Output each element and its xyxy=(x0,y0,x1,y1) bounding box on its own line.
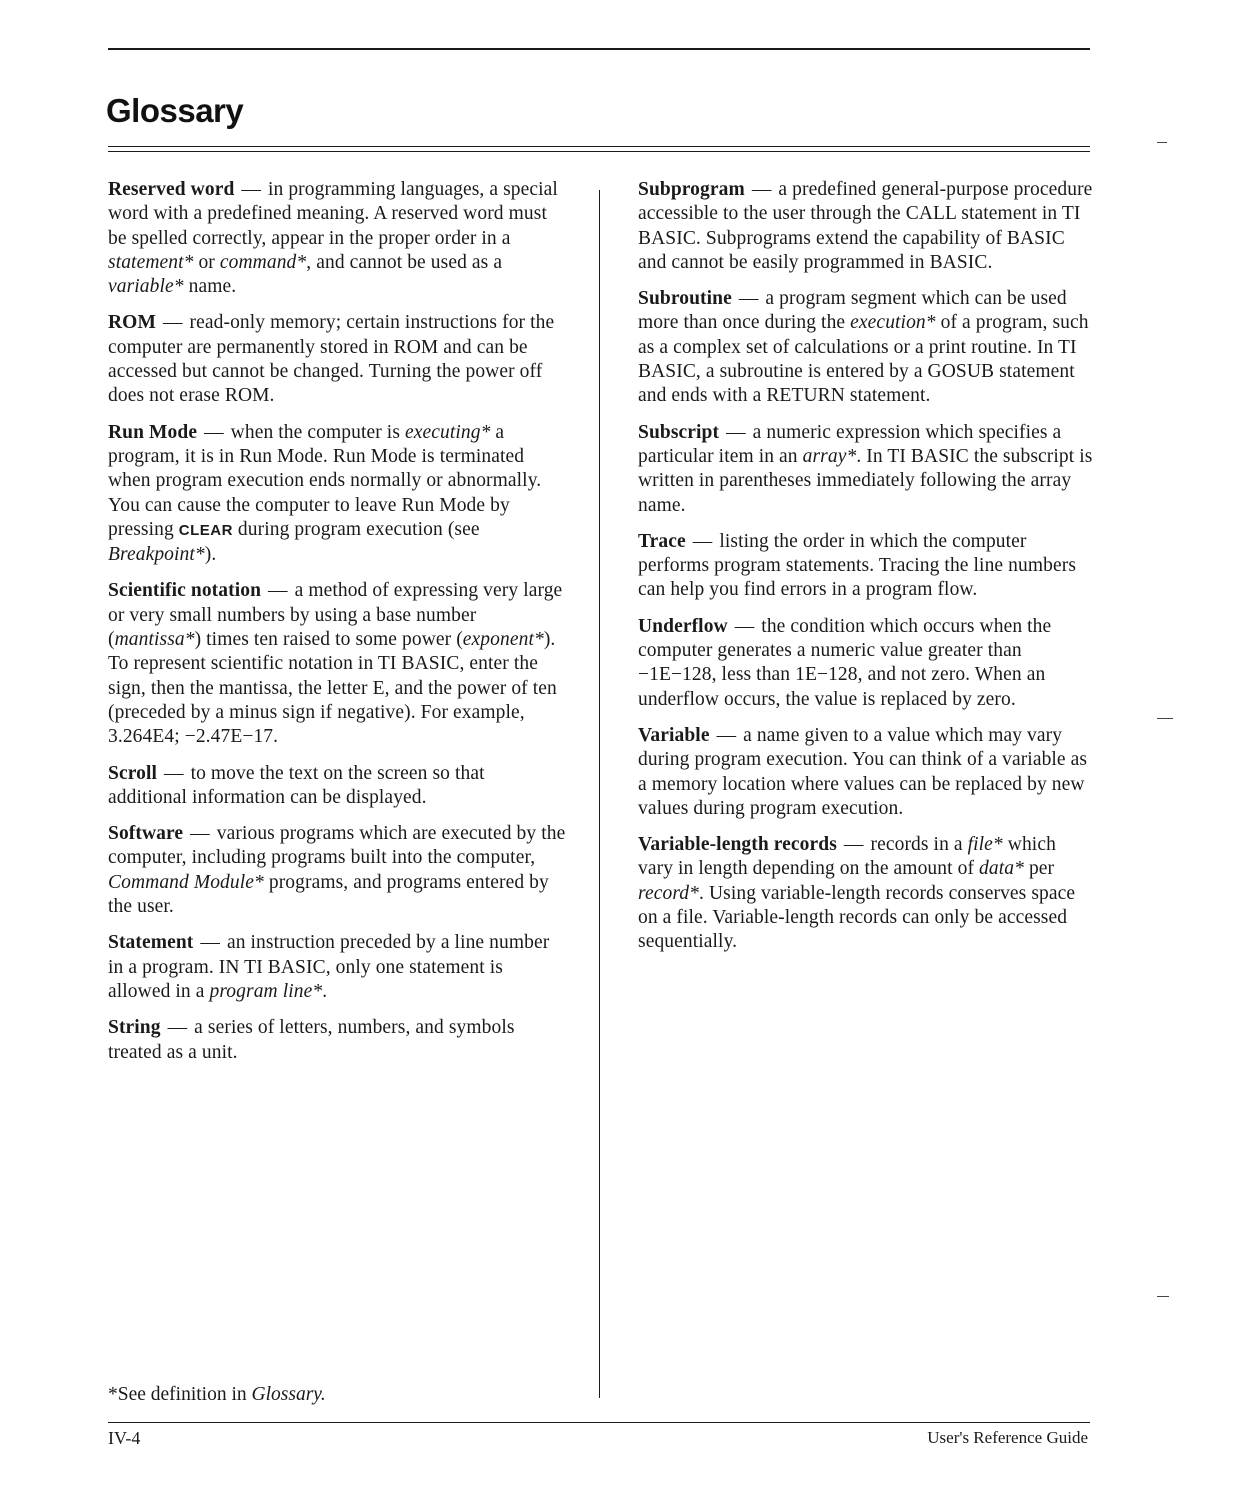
entry-text: . xyxy=(322,980,328,1002)
entry-text: a series of letters, numbers, and symbols treated as a unit. xyxy=(108,1017,515,1063)
cross-reference: Command Module* xyxy=(108,871,264,893)
cross-reference: exponent* xyxy=(462,629,544,651)
entry-text: . In TI BASIC the subscript is written in parentheses immediately following the array name. xyxy=(638,445,1093,516)
glossary-entry-subprogram xyxy=(638,178,1094,275)
entry-text: ). xyxy=(204,544,217,566)
entry-text: or xyxy=(193,251,220,273)
footnote xyxy=(108,1384,326,1406)
margin-mark xyxy=(1157,718,1173,719)
entry-dash: — xyxy=(716,724,737,746)
footnote-reference: Glossary. xyxy=(251,1384,326,1405)
entry-text: records in a xyxy=(865,834,968,856)
entry-text: to move the text on the screen so that additional information can be displayed. xyxy=(108,762,485,808)
entry-term: Scroll xyxy=(108,762,157,784)
entry-dash: — xyxy=(726,421,746,443)
glossary-entry-software xyxy=(108,822,568,919)
page-number: IV-4 xyxy=(108,1428,141,1448)
glossary-entry-scientific-notation xyxy=(108,579,568,749)
entry-text: in programming languages, a special word with a predefined meaning. A reserved word must be spelled correctly, appear in the proper order in a xyxy=(108,179,558,249)
entry-text: of a program, such as a complex set of calculations or a print routine. In TI BASIC, a subroutine is entered by a GOSUB statement and ends with a RETURN statement. xyxy=(638,312,1089,407)
entry-text: various programs which are executed by the computer, including programs built into the computer, xyxy=(108,823,566,869)
cross-reference: variable* xyxy=(108,276,184,298)
footnote-text: *See definition in xyxy=(108,1384,252,1405)
glossary-entry-subscript xyxy=(638,421,1094,518)
glossary-entry-scroll xyxy=(108,762,568,811)
glossary-entry-underflow xyxy=(638,615,1094,712)
cross-reference: record* xyxy=(638,882,699,904)
entry-text: a predefined general-purpose procedure accessible to the user through the CALL statement in TI BASIC. Subprograms extend the capability of BASIC and cannot be easily programmed in BASIC. xyxy=(638,179,1093,273)
header-rule xyxy=(108,48,1090,50)
entry-term: Trace xyxy=(638,530,686,552)
entry-text: a numeric expression which specifies a particular item in an xyxy=(638,421,1062,467)
entry-text: , and cannot be used as a xyxy=(306,251,503,273)
cross-reference: data* xyxy=(979,858,1024,880)
glossary-entry-rom xyxy=(108,311,568,408)
entry-term: Underflow xyxy=(638,615,728,637)
entry-term: Subprogram xyxy=(638,179,745,200)
entry-dash: — xyxy=(241,179,261,200)
entry-dash: — xyxy=(268,580,288,602)
left-column xyxy=(108,178,568,1077)
entry-dash: — xyxy=(167,1017,188,1039)
entry-text: during program execution (see xyxy=(232,518,480,540)
entry-dash: — xyxy=(692,530,713,552)
entry-text: a program, it is in Run Mode. Run Mode is terminated when program execution ends normally or abnormally. You can cause the computer to leave Run Mode by pressing xyxy=(108,421,542,540)
clear-key-label: CLEAR xyxy=(178,521,233,539)
glossary-entry-run-mode xyxy=(108,421,568,568)
entry-term: Run Mode xyxy=(108,421,198,443)
title-double-rule xyxy=(108,146,1090,152)
entry-dash: — xyxy=(190,823,210,845)
cross-reference: array* xyxy=(802,445,857,467)
entry-dash: — xyxy=(738,288,759,310)
entry-term: Software xyxy=(108,823,184,845)
entry-text: ) times ten raised to some power ( xyxy=(194,629,463,651)
entry-dash: — xyxy=(734,615,755,637)
margin-mark xyxy=(1157,142,1167,143)
entry-text: which vary in length depending on the amount of xyxy=(638,834,1056,880)
entry-text: programs, and programs entered by the user. xyxy=(108,871,549,918)
entry-text: . Using variable-length records conserves space on a file. Variable-length records can only be accessed sequentially. xyxy=(638,882,1076,953)
cross-reference: executing* xyxy=(404,421,491,443)
entry-term: Reserved word xyxy=(108,179,235,200)
glossary-entry-variable xyxy=(638,724,1094,821)
cross-reference: file* xyxy=(967,834,1003,856)
cross-reference: command* xyxy=(219,251,307,273)
entry-text: a name given to a value which may vary during program execution. You can think of a variable as a memory location where values can be replaced by new values during program execution. xyxy=(638,724,1088,819)
entry-dash: — xyxy=(163,762,184,784)
entry-text: read-only memory; certain instructions for the computer are permanently stored in ROM and can be accessed but cannot be changed. Turning the power off does not erase ROM. xyxy=(108,312,555,407)
entry-text: listing the order in which the computer performs program statements. Tracing the line numbers can help you find errors in a program flow. xyxy=(638,530,1077,601)
cross-reference: mantissa* xyxy=(114,629,195,651)
entry-text: name. xyxy=(183,276,237,298)
entry-text: per xyxy=(1023,858,1055,880)
cross-reference: execution* xyxy=(850,312,936,334)
glossary-entry-trace xyxy=(638,530,1094,603)
entry-term: Subroutine xyxy=(638,288,732,310)
cross-reference: statement* xyxy=(108,251,194,273)
entry-dash: — xyxy=(200,932,220,954)
footer-rule xyxy=(108,1422,1090,1423)
entry-dash: — xyxy=(204,421,224,443)
glossary-entry-variable-length-records xyxy=(638,833,1094,954)
glossary-entry-statement xyxy=(108,931,568,1004)
entry-term: Variable-length records xyxy=(638,834,837,856)
entry-text: a method of expressing very large or very small numbers by using a base number ( xyxy=(108,580,563,651)
entry-term: Scientific notation xyxy=(108,580,262,602)
entry-term: Variable xyxy=(638,724,710,746)
entry-text: a program segment which can be used more than once during the xyxy=(638,288,1067,334)
right-column xyxy=(638,178,1094,967)
margin-mark xyxy=(1157,1296,1169,1297)
page-title: Glossary xyxy=(106,92,244,129)
entry-term: Subscript xyxy=(638,421,720,443)
entry-text: ). To represent scientific notation in TI BASIC, enter the sign, then the mantissa, the letter E, and the power of ten (preceded by a minus sign if negative). For example, 3.264E4; −2.47E−17. xyxy=(108,629,557,748)
entry-text: when the computer is xyxy=(225,421,405,443)
cross-reference: program line* xyxy=(209,980,323,1002)
entry-term: Statement xyxy=(108,932,194,954)
glossary-entry-string xyxy=(108,1016,568,1065)
column-divider xyxy=(599,190,600,1398)
entry-dash: — xyxy=(162,312,183,334)
entry-dash: — xyxy=(751,179,772,200)
entry-text: the condition which occurs when the computer generates a numeric value greater than −1E−128, less than 1E−128, and not zero. When an underflow occurs, the value is replaced by zero. xyxy=(638,615,1052,710)
entry-term: ROM xyxy=(108,312,156,334)
entry-term: String xyxy=(108,1017,161,1039)
glossary-entry-reserved-word xyxy=(108,178,568,299)
cross-reference: Breakpoint* xyxy=(108,544,205,566)
entry-dash: — xyxy=(843,834,864,856)
glossary-entry-subroutine xyxy=(638,287,1094,408)
entry-text: an instruction preceded by a line number in a program. IN TI BASIC, only one statement is allowed in a xyxy=(108,932,550,1002)
book-title: User's Reference Guide xyxy=(927,1428,1088,1447)
